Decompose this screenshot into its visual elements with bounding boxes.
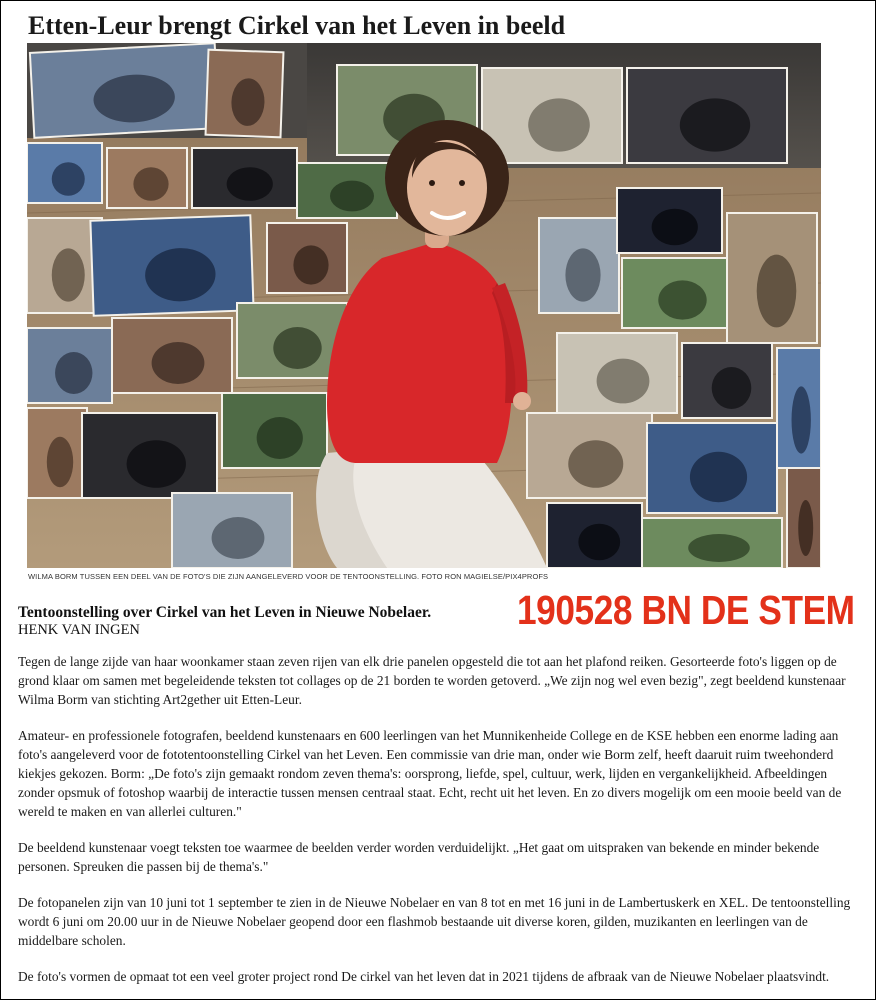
photo-print-subject [690, 452, 747, 502]
article-paragraph: De foto's vormen de opmaat tot een veel groter project rond De cirkel van het leven dat in 2021 tijdens de afbraak van de Nieuwe Nobelaer plaatsvindt. [18, 969, 830, 984]
date-source-stamp: 190528 BN DE STEM [517, 587, 855, 633]
photo-print-subject [568, 440, 623, 488]
photo-print-subject [688, 534, 750, 562]
photo-print-subject [757, 255, 797, 328]
photo-print-subject [798, 500, 813, 556]
article-author: HENK VAN INGEN [18, 622, 140, 638]
article-subheading: Tentoonstelling over Cirkel van het Leven in Nieuwe Nobelaer. [18, 604, 432, 621]
photo-print-subject [597, 359, 650, 404]
photo-caption: WILMA BORM TUSSEN EEN DEEL VAN DE FOTO'S DIE ZIJN AANGELEVERD VOOR DE TENTOONSTELLING. FOTO RON MAGIELSE/PIX4PROFS [28, 572, 549, 581]
photo-print-subject [658, 280, 706, 319]
photo-print-subject [712, 367, 752, 409]
photo-print-subject [528, 98, 590, 151]
photo-print-subject [47, 437, 73, 487]
photo-print-subject [680, 98, 750, 151]
photo-print-subject [52, 162, 85, 196]
photo-print-subject [152, 342, 205, 384]
article-paragraph: Tegen de lange zijde van haar woonkamer staan zeven rijen van elk drie panelen opgesteld die tot aan het plafond reiken. Gesorteerde foto's liggen op de grond klaar om samen met begeleidende teksten tot collages op de 21 borden te worden getoverd. „We zijn nog wel even bezig", zegt beeldend kunstenaar Wilma Borm van stichting Art2gether uit Etten-Leur. [18, 654, 846, 707]
photo-print-subject [652, 209, 698, 245]
photo-print-subject [792, 386, 811, 453]
photo-print-subject [578, 524, 620, 560]
photo-print-subject [52, 248, 85, 301]
photo-print-subject [293, 245, 328, 284]
photo-print-subject [227, 167, 273, 201]
photo-print-subject [133, 167, 168, 201]
article-body [18, 652, 866, 1000]
photo-print-subject [127, 440, 186, 488]
article-photo [27, 43, 821, 568]
photo-illustration [27, 43, 821, 568]
article-paragraph: De beeldend kunstenaar voegt teksten toe waarmee de beelden verder worden verduidelijkt. „Het gaat om uitspraken van bekende en minder bekende personen. Spreuken die passen bij de thema's." [18, 840, 820, 874]
article-paragraph: Amateur- en professionele fotografen, beeldend kunstenaars en 600 leerlingen van het Munnikenheide College en de KSE hebben een enorme lading aan foto's aangeleverd voor de fototentoonstelling Cirkel van het Leven. Een commissie van drie man, onder wie Borm zelf, heeft daaruit ruim tweehonderd kiekjes gekozen. Borm: „De foto's zijn gemaakt rondom zeven thema's: oorsprong, liefde, spel, cultuur, werk, lijden en vergankelijkheid. Afbeeldingen zonder opsmuk of fotoshop waarbij de interactie tussen mensen centraal staat. Echt, recht uit het leven. En zo divers mogelijk om een mooie beeld van de wereld te maken en van allerlei culturen." [18, 728, 842, 819]
photo-print-subject [565, 248, 600, 301]
article-headline: Etten-Leur brengt Cirkel van het Leven in beeld [28, 11, 566, 40]
photo-print-subject [212, 517, 265, 559]
article-paragraph: De fotopanelen zijn van 10 juni tot 1 september te zien in de Nieuwe Nobelaer en van 8 tot en met 16 juni in de Lambertuskerk en XEL. De tentoonstelling wordt 6 juni om 20.00 uur in de Nieuwe Nobelaer geopend door een flashmob bestaande uit diverse koren, gilden, muzikanten en leerlingen van de middelbare scholen. [18, 895, 851, 948]
photo-print-subject [55, 352, 92, 394]
photo-print-subject [330, 181, 374, 212]
photo-print-subject [273, 327, 321, 369]
photo-print-subject [257, 417, 303, 459]
